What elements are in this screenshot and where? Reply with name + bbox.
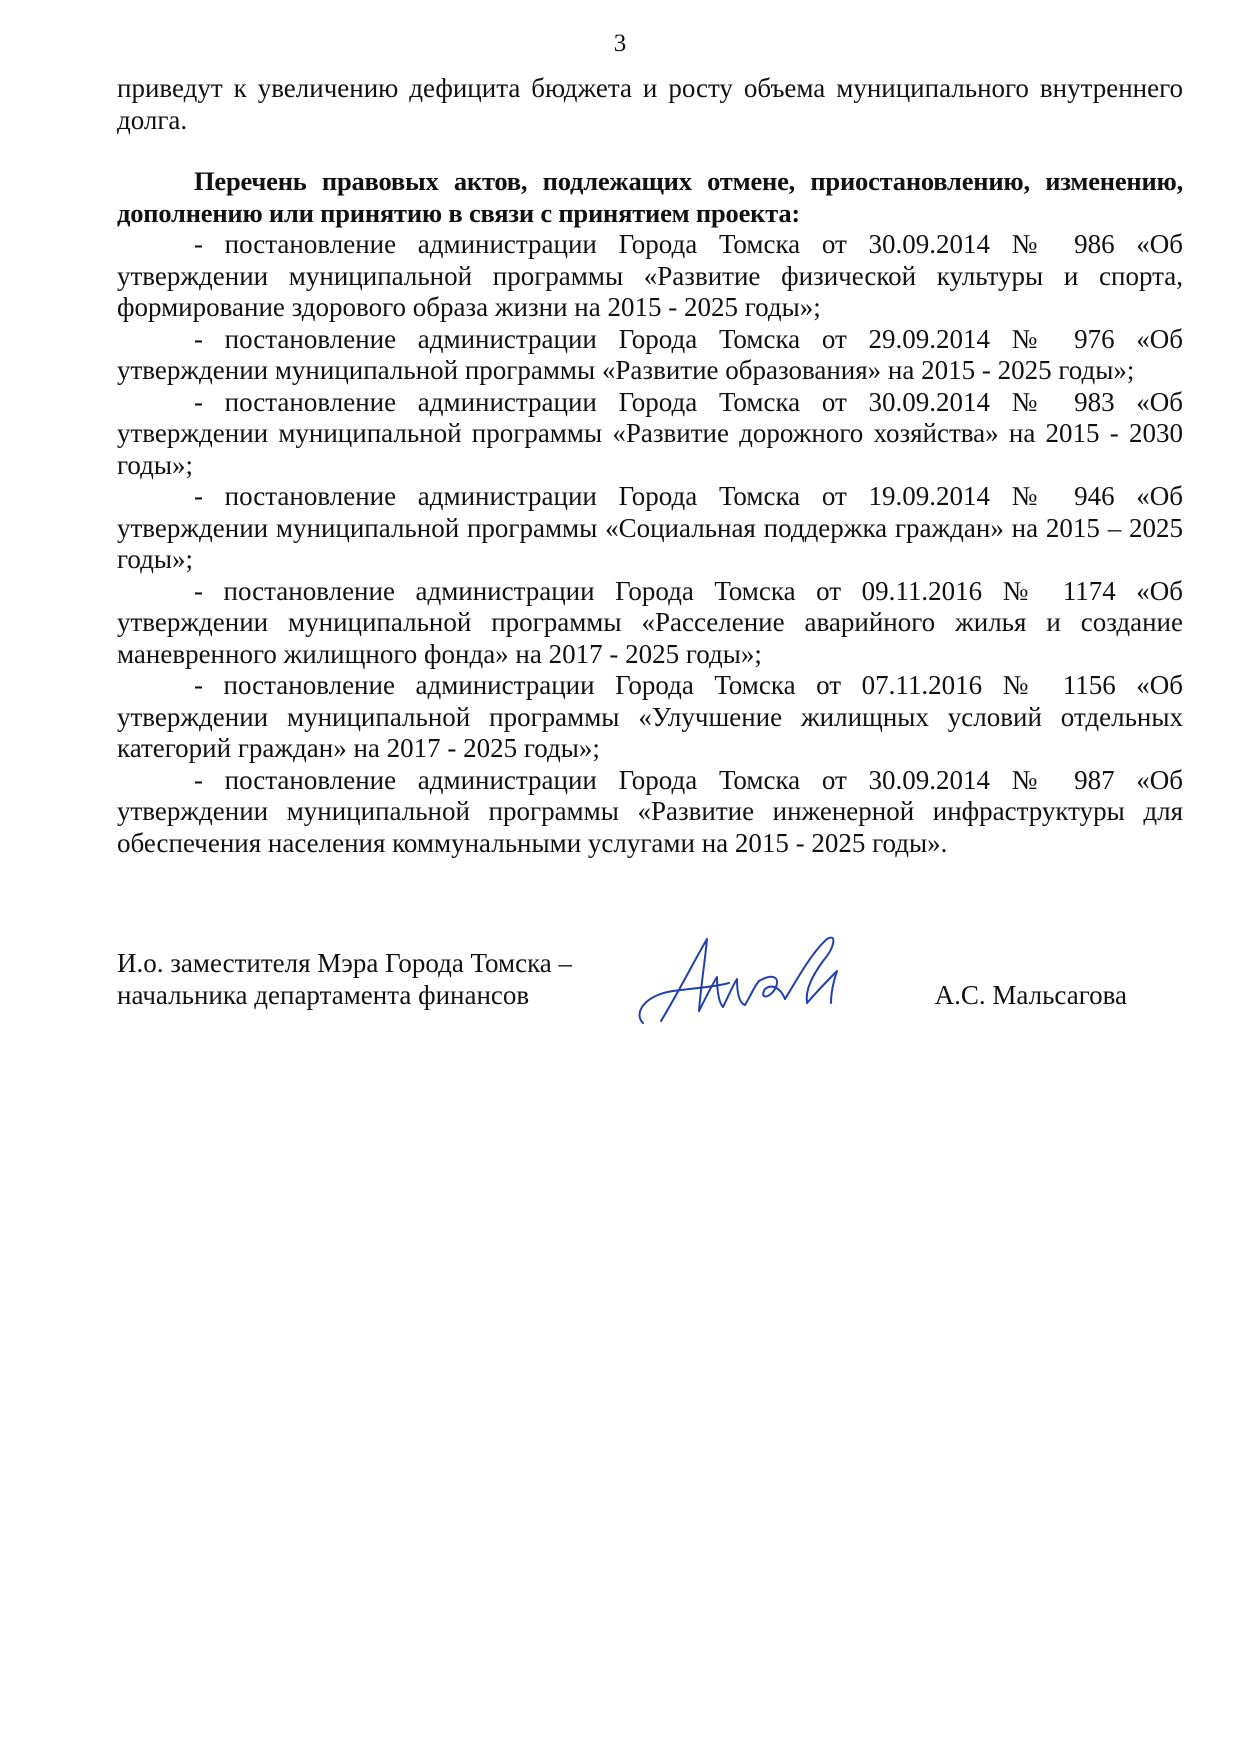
signatory-name: А.С. Мальсагова <box>934 979 1127 1010</box>
signatory-position <box>117 948 572 1011</box>
handwritten-signature-icon <box>625 933 875 1033</box>
heading-text: Перечень правовых актов, подлежащих отмене, приостановлению, изменению, дополнению или принятию в связи с принятием проекта: <box>117 166 1183 228</box>
list-item: - постановление администрации Города Томска от 29.09.2014 № 976 «Об утверждении муниципальной программы «Развитие образования» на 2015 - 2025 годы»; <box>117 323 1183 385</box>
page-number: 3 <box>613 30 627 57</box>
list-item: - постановление администрации Города Томска от 09.11.2016 № 1174 «Об утверждении муниципальной программы «Расселение аварийного жилья и создание маневренного жилищного фонда» на 2017 - 2025 годы»; <box>117 575 1183 669</box>
list-item: - постановление администрации Города Томска от 19.09.2014 № 946 «Об утверждении муниципальной программы «Социальная поддержка граждан» на 2015 – 2025 годы»; <box>117 481 1183 574</box>
legal-acts-list <box>117 229 1183 859</box>
position-line-1: И.о. заместителя Мэра Города Томска – <box>117 948 573 978</box>
list-item: - постановление администрации Города Томска от 07.11.2016 № 1156 «Об утверждении муниципальной программы «Улучшение жилищных условий отдельных категорий граждан» на 2017 - 2025 годы»; <box>117 670 1183 763</box>
intro-text: приведут к увеличению дефицита бюджета и росту объема муниципального внутреннего долга. <box>117 73 1183 135</box>
signature-block <box>117 948 1127 1058</box>
list-item: - постановление администрации Города Томска от 30.09.2014 № 983 «Об утверждении муниципальной программы «Развитие дорожного хозяйства» на 2015 - 2030 годы»; <box>117 386 1183 480</box>
list-item: - постановление администрации Города Томска от 30.09.2014 № 986 «Об утверждении муниципальной программы «Развитие физической культуры и спорта, формирование здорового образа жизни на 2015 - 2025 годы»; <box>117 229 1183 322</box>
list-item: - постановление администрации Города Томска от 30.09.2014 № 987 «Об утверждении муниципальной программы «Развитие инженерной инфраструктуры для обеспечения населения коммунальными услугами на 2015 - 2025 годы». <box>117 764 1183 858</box>
position-line-2: начальника департамента финансов <box>117 979 530 1010</box>
section-heading <box>117 166 1183 229</box>
intro-paragraph <box>117 73 1183 136</box>
